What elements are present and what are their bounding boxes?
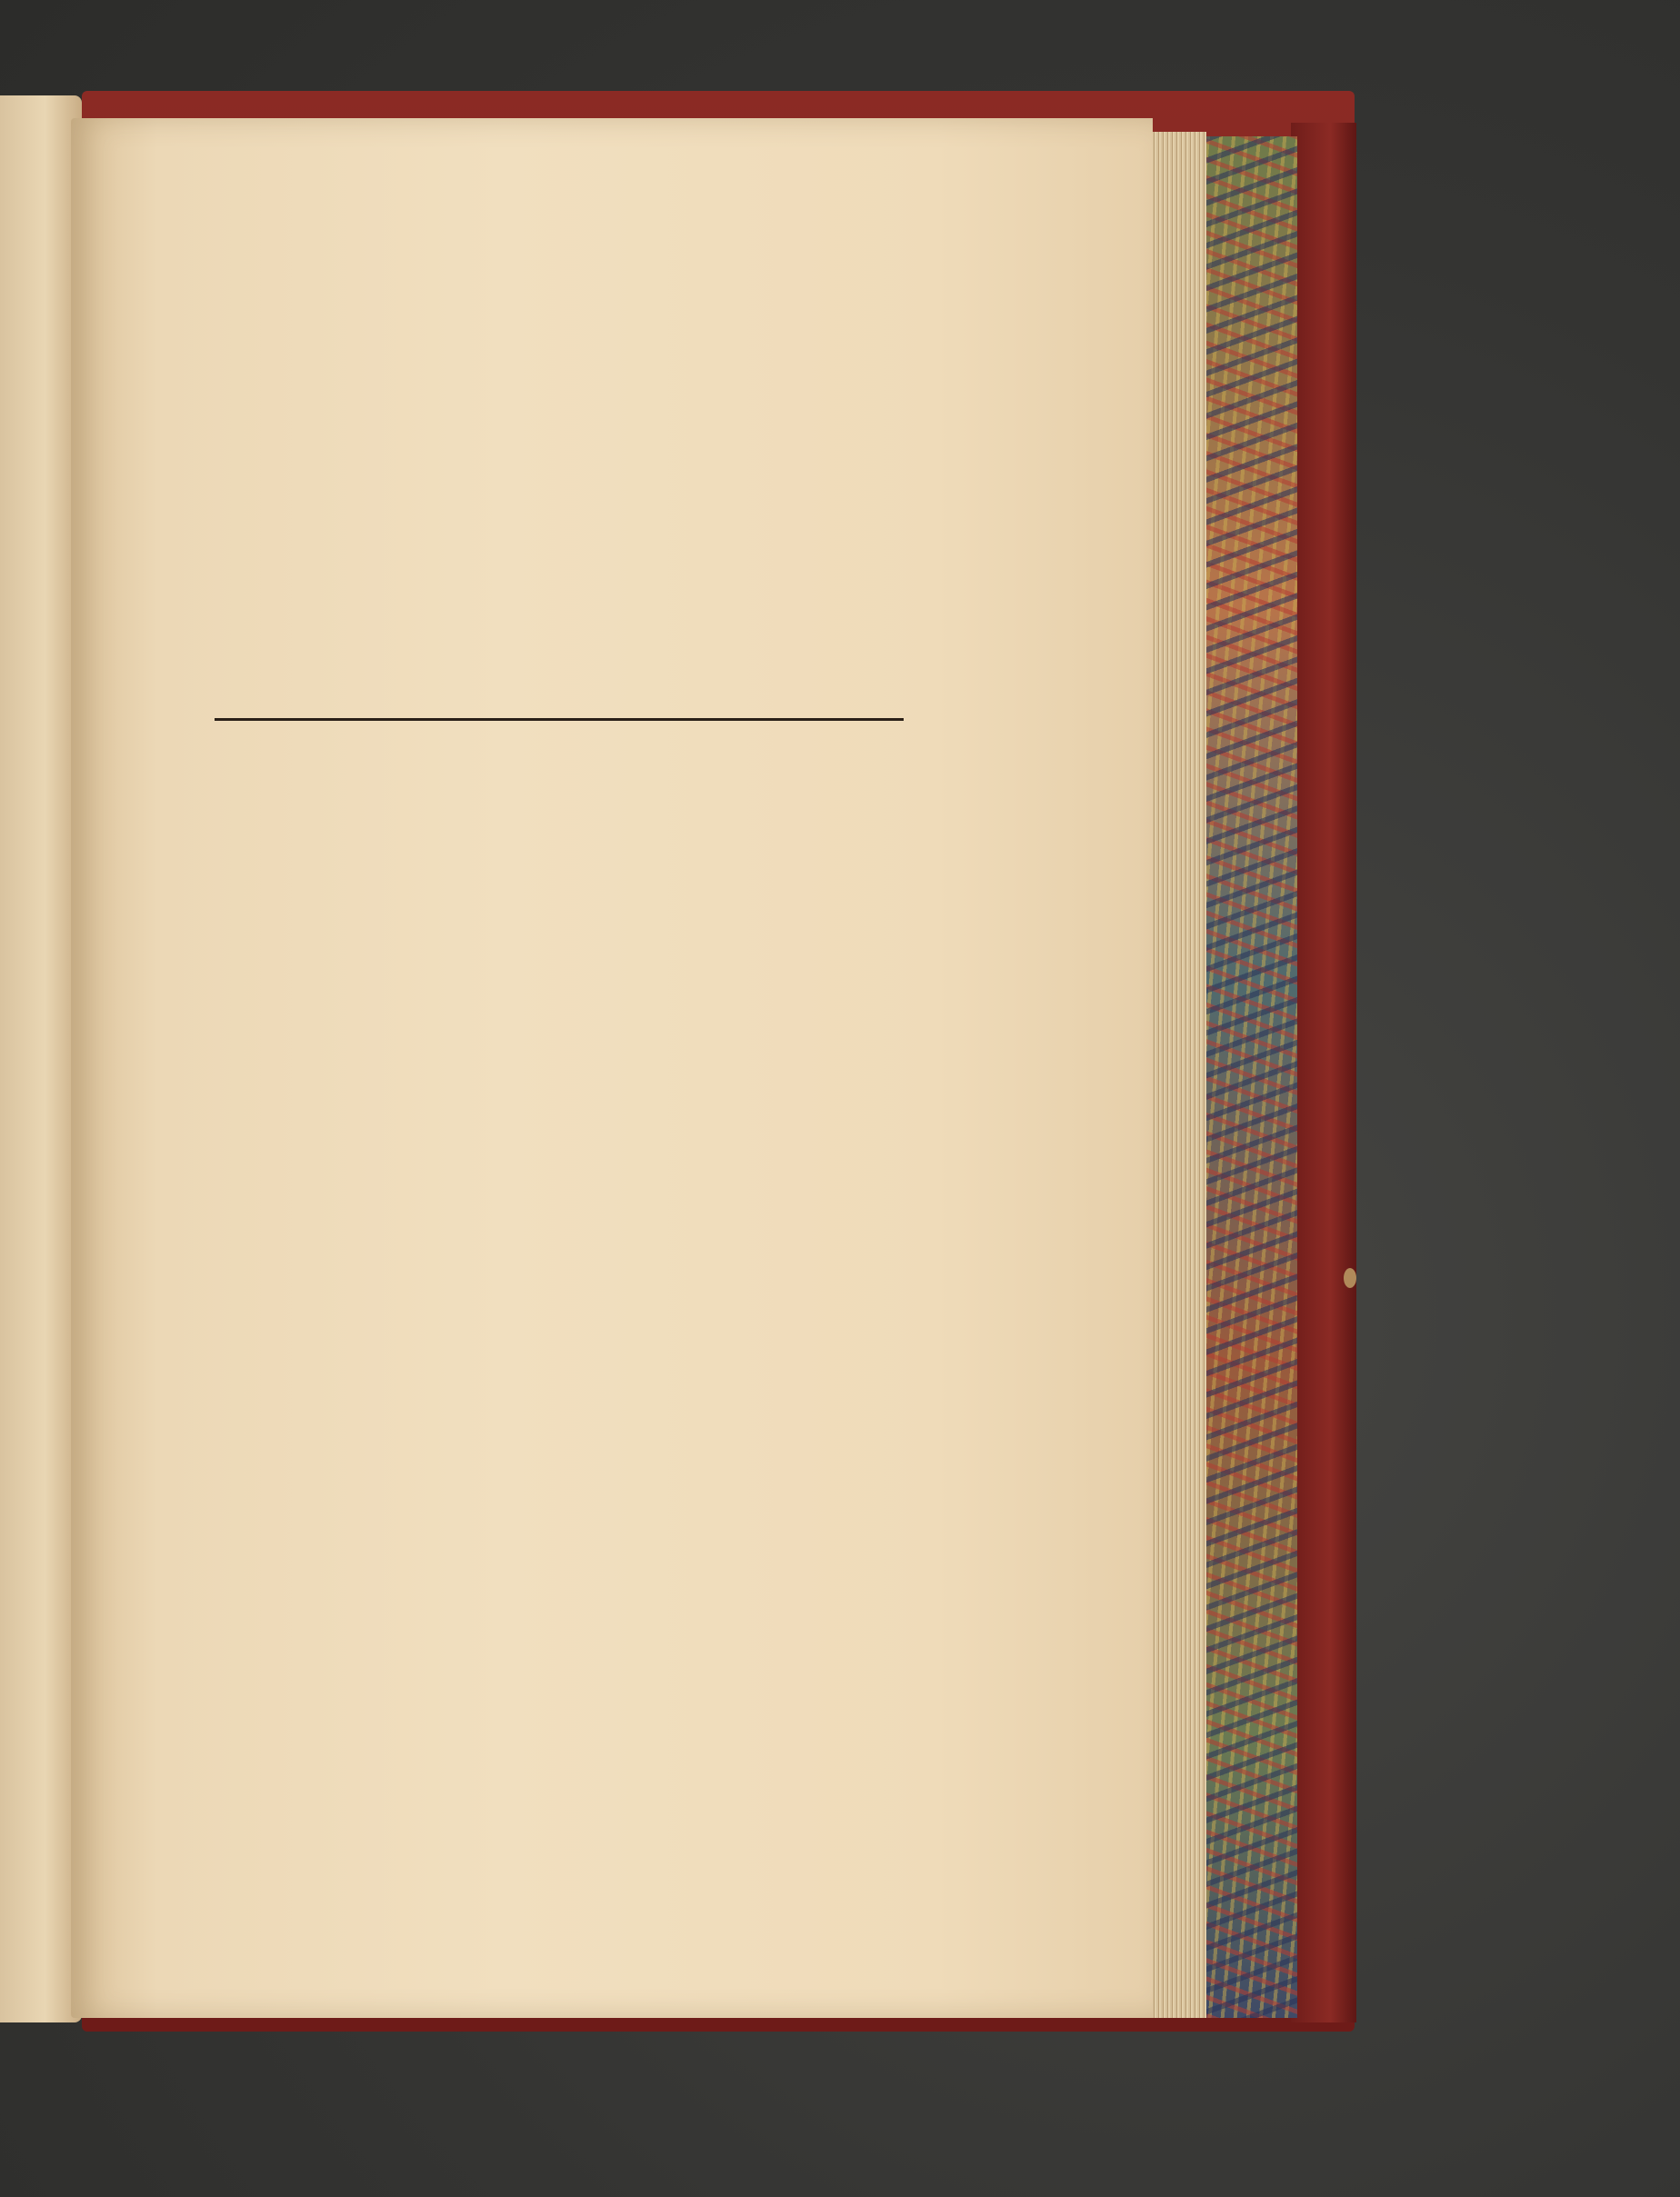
cover-mark [1344,1268,1356,1288]
left-facing-page [0,95,82,2022]
book-page [71,118,1153,2018]
page-stack-edge [1147,132,1206,2018]
marbled-fore-edge [1205,136,1297,2018]
section-divider-rule [215,718,904,721]
cover-edge [1291,123,1356,2022]
